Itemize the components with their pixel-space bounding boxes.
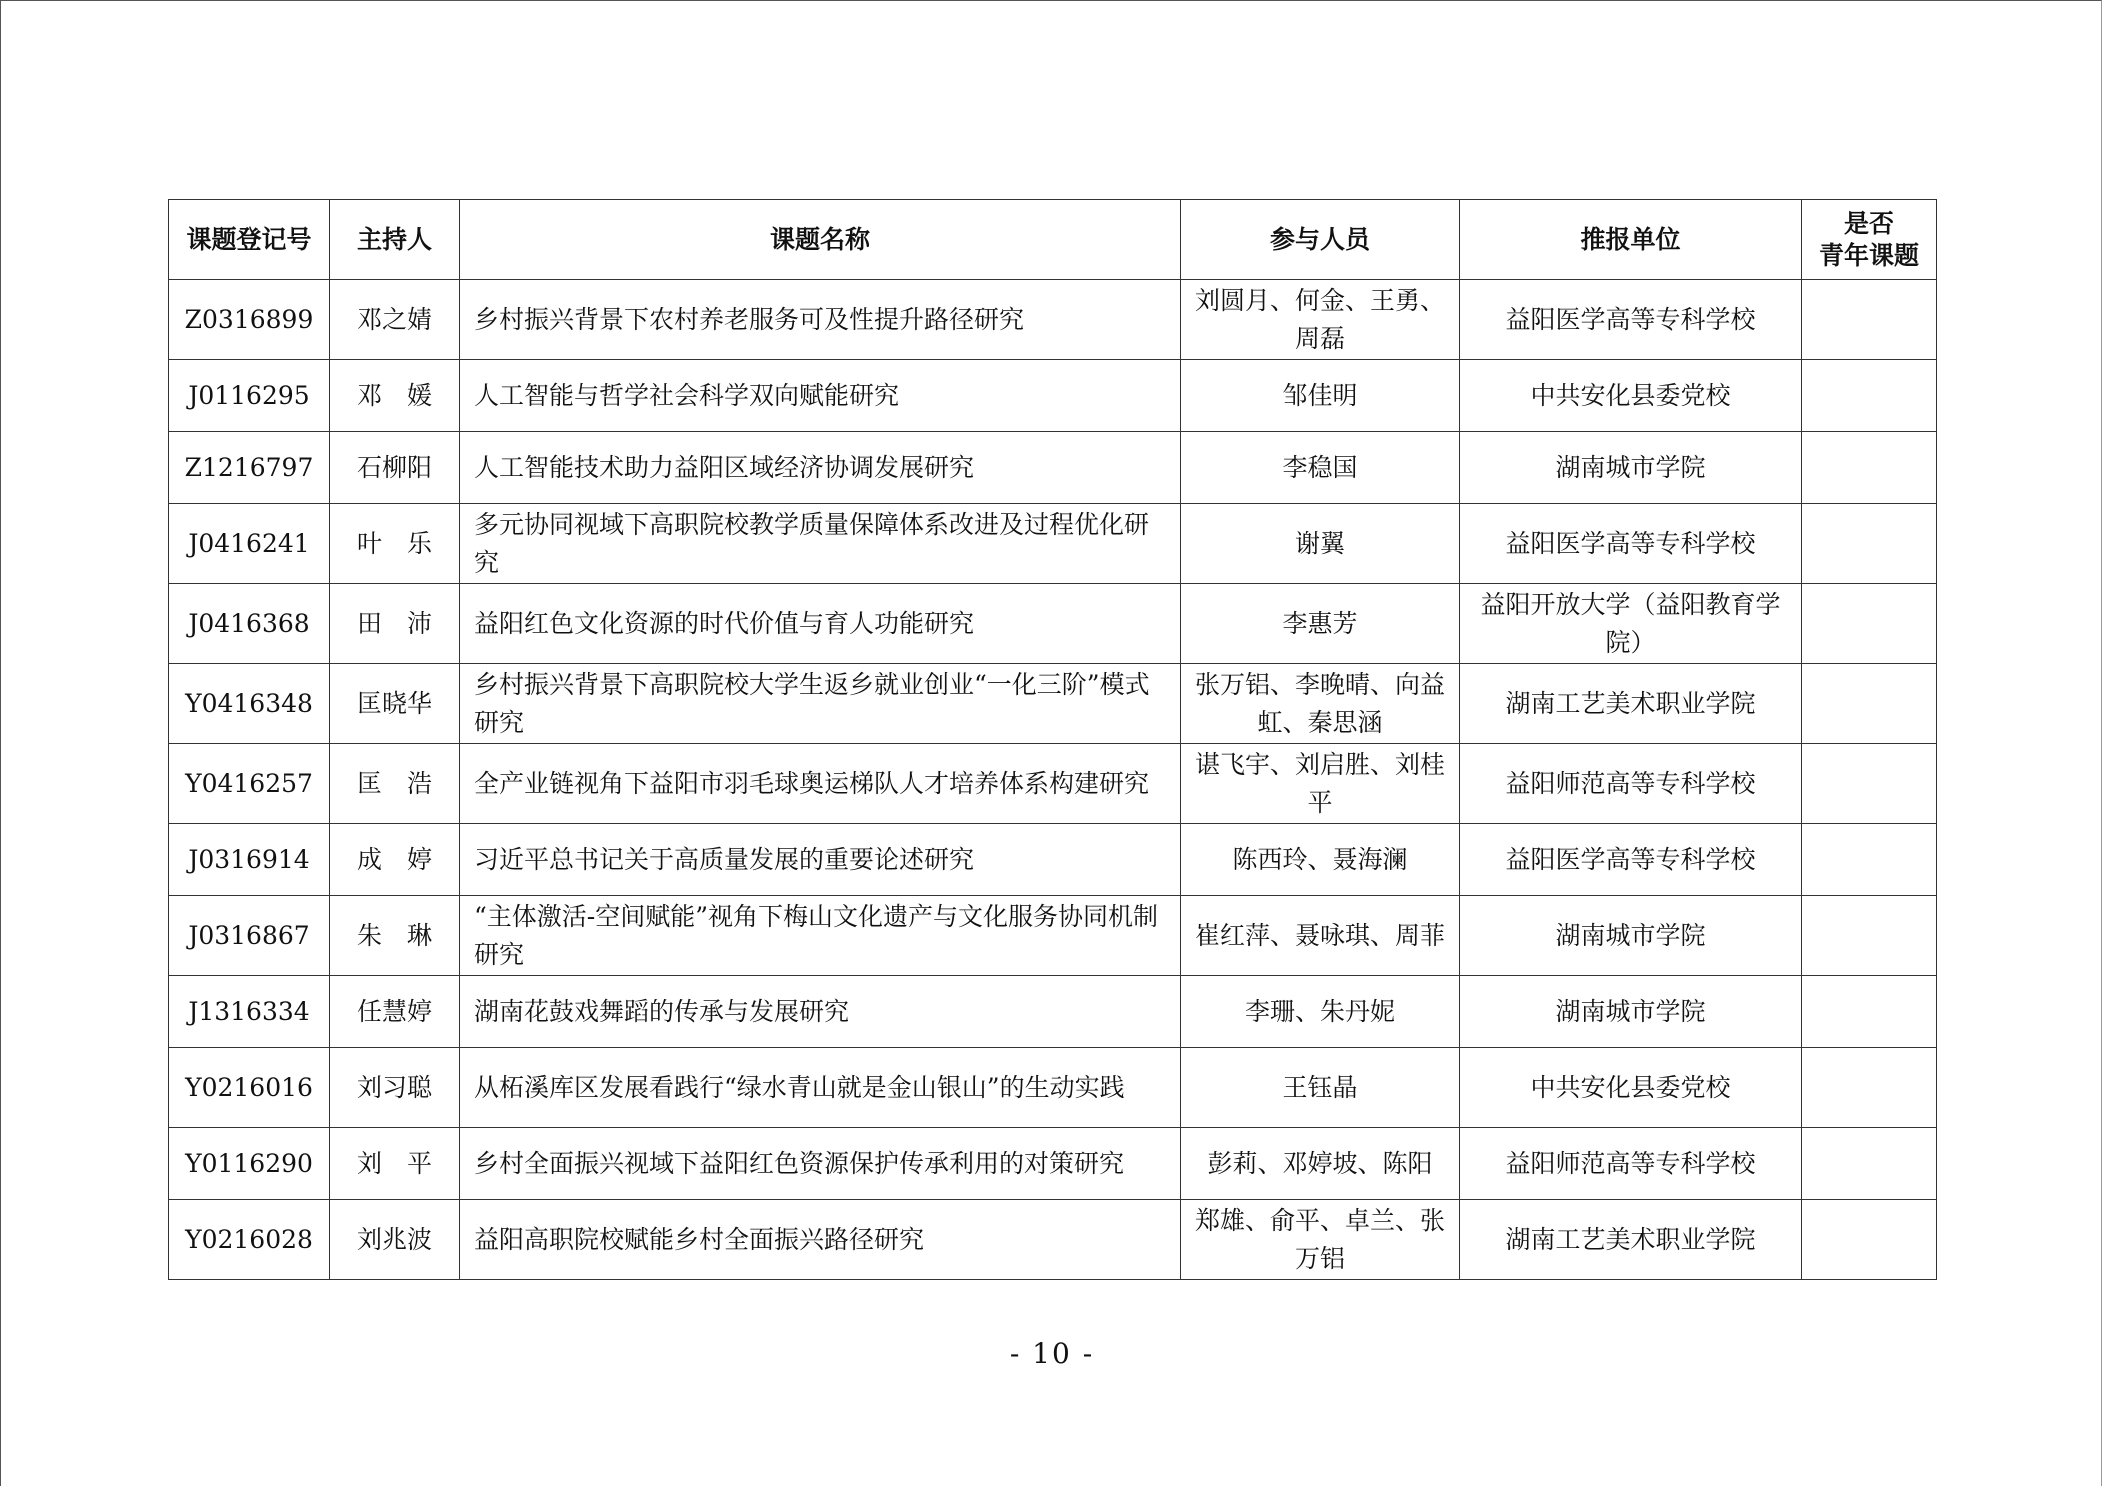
table-row — [169, 432, 1937, 504]
header-project-title: 课题名称 — [460, 200, 1181, 280]
cell-youth — [1802, 432, 1937, 504]
table-row — [169, 976, 1937, 1048]
cell-title: 人工智能技术助力益阳区域经济协调发展研究 — [460, 432, 1181, 504]
cell-host: 朱 琳 — [330, 896, 460, 976]
table-row — [169, 1128, 1937, 1200]
cell-title: 益阳高职院校赋能乡村全面振兴路径研究 — [460, 1200, 1181, 1280]
cell-members: 陈西玲、聂海澜 — [1181, 824, 1460, 896]
cell-youth — [1802, 1048, 1937, 1128]
cell-members: 彭莉、邓婷坡、陈阳 — [1181, 1128, 1460, 1200]
header-recommending-unit: 推报单位 — [1460, 200, 1802, 280]
table-row — [169, 664, 1937, 744]
page-number: - 10 - — [1009, 1337, 1095, 1370]
cell-title: 湖南花鼓戏舞蹈的传承与发展研究 — [460, 976, 1181, 1048]
project-table — [168, 199, 1937, 1280]
cell-title: 习近平总书记关于高质量发展的重要论述研究 — [460, 824, 1181, 896]
cell-title: 乡村振兴背景下高职院校大学生返乡就业创业“一化三阶”模式研究 — [460, 664, 1181, 744]
cell-id: Y0216016 — [169, 1048, 330, 1128]
cell-members: 谌飞宇、刘启胜、刘桂平 — [1181, 744, 1460, 824]
cell-title: 全产业链视角下益阳市羽毛球奥运梯队人才培养体系构建研究 — [460, 744, 1181, 824]
cell-id: J0316914 — [169, 824, 330, 896]
header-host: 主持人 — [330, 200, 460, 280]
cell-members: 谢翼 — [1181, 504, 1460, 584]
cell-host: 成 婷 — [330, 824, 460, 896]
table-row — [169, 896, 1937, 976]
table-row — [169, 584, 1937, 664]
cell-title: 人工智能与哲学社会科学双向赋能研究 — [460, 360, 1181, 432]
cell-id: Y0416257 — [169, 744, 330, 824]
table-row — [169, 1200, 1937, 1280]
cell-members: 崔红萍、聂咏琪、周菲 — [1181, 896, 1460, 976]
cell-title: 乡村全面振兴视域下益阳红色资源保护传承利用的对策研究 — [460, 1128, 1181, 1200]
cell-id: J1316334 — [169, 976, 330, 1048]
cell-id: J0316867 — [169, 896, 330, 976]
cell-id: Z0316899 — [169, 280, 330, 360]
table-row — [169, 280, 1937, 360]
cell-unit: 湖南城市学院 — [1460, 432, 1802, 504]
table-row — [169, 360, 1937, 432]
cell-unit: 中共安化县委党校 — [1460, 360, 1802, 432]
cell-id: Y0216028 — [169, 1200, 330, 1280]
cell-unit: 益阳医学高等专科学校 — [1460, 504, 1802, 584]
cell-youth — [1802, 584, 1937, 664]
cell-host: 刘习聪 — [330, 1048, 460, 1128]
cell-unit: 中共安化县委党校 — [1460, 1048, 1802, 1128]
cell-id: Z1216797 — [169, 432, 330, 504]
cell-members: 李稳国 — [1181, 432, 1460, 504]
cell-title: 益阳红色文化资源的时代价值与育人功能研究 — [460, 584, 1181, 664]
cell-members: 李珊、朱丹妮 — [1181, 976, 1460, 1048]
cell-host: 田 沛 — [330, 584, 460, 664]
table-row — [169, 504, 1937, 584]
cell-unit: 益阳开放大学（益阳教育学院） — [1460, 584, 1802, 664]
cell-youth — [1802, 744, 1937, 824]
cell-members: 张万铝、李晚晴、向益虹、秦思涵 — [1181, 664, 1460, 744]
cell-id: J0116295 — [169, 360, 330, 432]
cell-id: J0416241 — [169, 504, 330, 584]
cell-unit: 益阳医学高等专科学校 — [1460, 824, 1802, 896]
cell-host: 叶 乐 — [330, 504, 460, 584]
cell-members: 刘圆月、何金、王勇、周磊 — [1181, 280, 1460, 360]
cell-unit: 湖南城市学院 — [1460, 896, 1802, 976]
cell-youth — [1802, 896, 1937, 976]
cell-members: 邹佳明 — [1181, 360, 1460, 432]
cell-unit: 益阳师范高等专科学校 — [1460, 1128, 1802, 1200]
cell-youth — [1802, 360, 1937, 432]
cell-id: J0416368 — [169, 584, 330, 664]
cell-youth — [1802, 824, 1937, 896]
table-row — [169, 824, 1937, 896]
table-row — [169, 1048, 1937, 1128]
cell-host: 匡 浩 — [330, 744, 460, 824]
header-participants: 参与人员 — [1181, 200, 1460, 280]
cell-host: 刘兆波 — [330, 1200, 460, 1280]
cell-host: 匡晓华 — [330, 664, 460, 744]
table-row — [169, 744, 1937, 824]
cell-youth — [1802, 280, 1937, 360]
cell-youth — [1802, 1200, 1937, 1280]
cell-youth — [1802, 504, 1937, 584]
header-registration-no: 课题登记号 — [169, 200, 330, 280]
cell-unit: 益阳医学高等专科学校 — [1460, 280, 1802, 360]
cell-members: 郑雄、俞平、卓兰、张万铝 — [1181, 1200, 1460, 1280]
cell-youth — [1802, 664, 1937, 744]
table-header-row — [169, 200, 1937, 280]
cell-host: 邓 媛 — [330, 360, 460, 432]
cell-host: 石柳阳 — [330, 432, 460, 504]
cell-youth — [1802, 976, 1937, 1048]
cell-id: Y0116290 — [169, 1128, 330, 1200]
cell-host: 刘 平 — [330, 1128, 460, 1200]
cell-unit: 湖南工艺美术职业学院 — [1460, 664, 1802, 744]
cell-id: Y0416348 — [169, 664, 330, 744]
cell-title: 多元协同视域下高职院校教学质量保障体系改进及过程优化研究 — [460, 504, 1181, 584]
cell-unit: 湖南城市学院 — [1460, 976, 1802, 1048]
cell-unit: 益阳师范高等专科学校 — [1460, 744, 1802, 824]
header-youth-project: 是否 青年课题 — [1802, 200, 1937, 280]
cell-host: 邓之婧 — [330, 280, 460, 360]
cell-unit: 湖南工艺美术职业学院 — [1460, 1200, 1802, 1280]
cell-host: 任慧婷 — [330, 976, 460, 1048]
cell-youth — [1802, 1128, 1937, 1200]
cell-members: 李惠芳 — [1181, 584, 1460, 664]
cell-title: 从柘溪库区发展看践行“绿水青山就是金山银山”的生动实践 — [460, 1048, 1181, 1128]
cell-title: “主体激活-空间赋能”视角下梅山文化遗产与文化服务协同机制研究 — [460, 896, 1181, 976]
cell-title: 乡村振兴背景下农村养老服务可及性提升路径研究 — [460, 280, 1181, 360]
cell-members: 王钰晶 — [1181, 1048, 1460, 1128]
